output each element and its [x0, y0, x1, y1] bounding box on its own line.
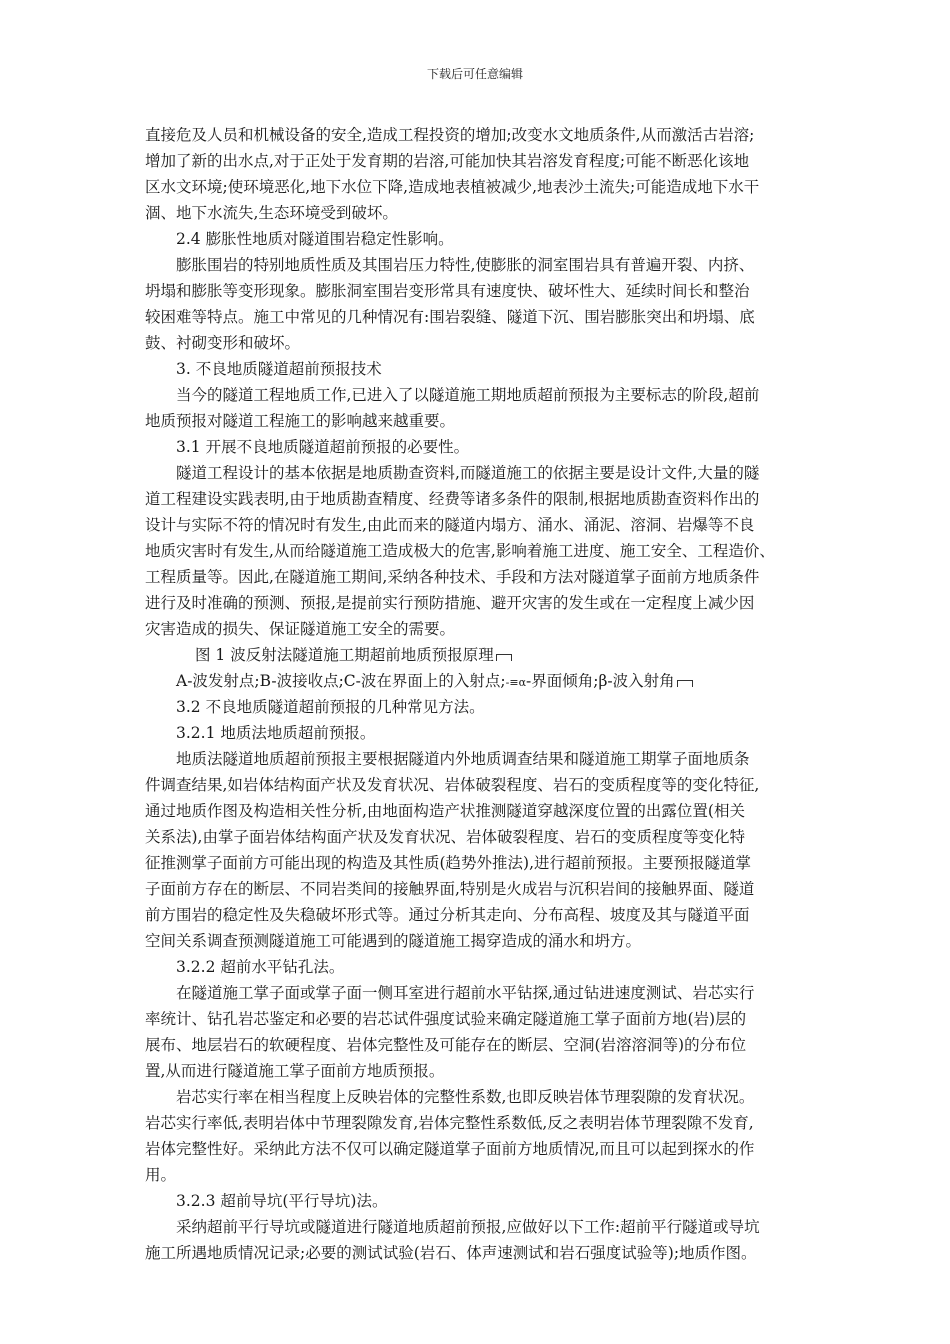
paragraph-line: 岩芯实行率在相当程度上反映岩体的完整性系数,也即反映岩体节理裂隙的发育状况。: [176, 1088, 755, 1106]
paragraph-mark-icon: [496, 654, 512, 661]
paragraph-line: 通过地质作图及构造相关性分析,由地面构造产状推测隧道穿越深度位置的出露位置(相关: [145, 802, 745, 820]
paragraph-line: 较困难等特点。施工中常见的几种情况有:围岩裂缝、隧道下沉、围岩膨胀突出和坍塌、底: [145, 308, 755, 326]
paragraph-line: 地质法隧道地质超前预报主要根据隧道内外地质调查结果和隧道施工期掌子面地质条: [176, 750, 750, 768]
paragraph-line: 展布、地层岩石的软硬程度、岩体完整性及可能存在的断层、空洞(岩溶溶洞等)的分布位: [145, 1036, 747, 1054]
paragraph-line: 增加了新的出水点,对于正处于发育期的岩溶,可能加快其岩溶发育程度;可能不断恶化该地: [145, 152, 750, 170]
paragraph-line: 采纳超前平行导坑或隧道进行隧道地质超前预报,应做好以下工作:超前平行隧道或导坑: [176, 1218, 760, 1236]
paragraph-line: 直接危及人员和机械设备的安全,造成工程投资的增加;改变水文地质条件,从而激活古岩溶;: [145, 126, 755, 144]
section-heading-3-2-3: 3.2.3 超前导坑(平行导坑)法。: [176, 1192, 388, 1210]
paragraph-line: 鼓、衬砌变形和破坏。: [145, 334, 301, 352]
paragraph-line: 率统计、钻孔岩芯鉴定和必要的岩芯试件强度试验来确定隧道施工掌子面前方地(岩)层的: [145, 1010, 747, 1028]
paragraph-line: 当今的隧道工程地质工作,已进入了以隧道施工期地质超前预报为主要标志的阶段,超前: [176, 386, 760, 404]
paragraph-line: 在隧道施工掌子面或掌子面一侧耳室进行超前水平钻探,通过钻进速度测试、岩芯实行: [176, 984, 755, 1002]
figure-legend-text-b: -界面倾角;β-波入射角: [526, 672, 675, 690]
paragraph-line: 征推测掌子面前方可能出现的构造及其性质(趋势外推法),进行超前预报。主要预报隧道掌: [145, 854, 752, 872]
paragraph-line: 关系法),由掌子面岩体结构面产状及发育状况、岩体破裂程度、岩石的变质程度等变化特: [145, 828, 745, 846]
section-heading-3-2: 3.2 不良地质隧道超前预报的几种常见方法。: [176, 698, 485, 716]
paragraph-line: 施工所遇地质情况记录;必要的测试试验(岩石、体声速测试和岩石强度试验等);地质作图。: [145, 1244, 757, 1262]
figure-caption-text: 图 1 波反射法隧道施工期超前地质预报原理: [195, 646, 494, 664]
section-heading-3-1: 3.1 开展不良地质隧道超前预报的必要性。: [176, 438, 470, 456]
paragraph-line: 隧道工程设计的基本依据是地质勘查资料,而隧道施工的依据主要是设计文件,大量的隧: [176, 464, 760, 482]
paragraph-line: 灾害造成的损失、保证隧道施工安全的需要。: [145, 620, 456, 638]
section-heading-2-4: 2.4 膨胀性地质对隧道围岩稳定性影响。: [176, 230, 454, 248]
paragraph-line: 地质灾害时有发生,从而给隧道施工造成极大的危害,影响着施工进度、施工安全、工程造价、: [145, 542, 775, 560]
paragraph-line: 用。: [145, 1166, 177, 1184]
section-heading-3: 3. 不良地质隧道超前预报技术: [176, 360, 382, 378]
section-heading-3-2-2: 3.2.2 超前水平钻孔法。: [176, 958, 345, 976]
paragraph-line: 道工程建设实践表明,由于地质勘查精度、经费等诸多条件的限制,根据地质勘查资料作出的: [145, 490, 760, 508]
alpha-symbol: α: [518, 676, 526, 689]
paragraph-line: 置,从而进行隧道施工掌子面前方地质预报。: [145, 1062, 445, 1080]
paragraph-line: 地质预报对隧道工程施工的影响越来越重要。: [145, 412, 456, 430]
figure-legend-text-a: A-波发射点;B-波接收点;C-波在界面上的入射点;: [176, 672, 506, 690]
figure-legend: [145, 668, 805, 694]
document-body: [145, 122, 805, 1266]
paragraph-line: 膨胀围岩的特别地质性质及其围岩压力特性,使膨胀的洞室围岩具有普遍开裂、内挤、: [176, 256, 755, 274]
alpha-prefix: -≡: [505, 676, 519, 689]
paragraph-line: 空间关系调查预测隧道施工可能遇到的隧道施工揭穿造成的涌水和坍方。: [145, 932, 642, 950]
paragraph-line: 进行及时准确的预测、预报,是提前实行预防措施、避开灾害的发生或在一定程度上减少因: [145, 594, 755, 612]
paragraph-line: 前方围岩的稳定性及失稳破坏形式等。通过分析其走向、分布高程、坡度及其与隧道平面: [145, 906, 750, 924]
paragraph-line: 件调查结果,如岩体结构面产状及发育状况、岩体破裂程度、岩石的变质程度等的变化特征,: [145, 776, 760, 794]
figure-caption: [145, 642, 805, 668]
paragraph-line: 设计与实际不符的情况时有发生,由此而来的隧道内塌方、涌水、涌泥、溶洞、岩爆等不良: [145, 516, 755, 534]
paragraph-line: 岩芯实行率低,表明岩体中节理裂隙发育,岩体完整性系数低,反之表明岩体节理裂隙不发育,: [145, 1114, 754, 1132]
paragraph-line: 子面前方存在的断层、不同岩类间的接触界面,特别是火成岩与沉积岩间的接触界面、隧道: [145, 880, 755, 898]
paragraph-mark-icon: [677, 680, 693, 687]
section-heading-3-2-1: 3.2.1 地质法地质超前预报。: [176, 724, 376, 742]
page-header: 下载后可任意编辑: [426, 67, 523, 81]
paragraph-line: 坍塌和膨胀等变形现象。膨胀洞室围岩变形常具有速度快、破坏性大、延续时间长和整治: [145, 282, 750, 300]
paragraph-line: 涸、地下水流失,生态环境受到破坏。: [145, 204, 398, 222]
paragraph-line: 区水文环境;使环境恶化,地下水位下降,造成地表植被减少,地表沙土流失;可能造成地下水干: [145, 178, 760, 196]
paragraph-line: 工程质量等。因此,在隧道施工期间,采纳各种技术、手段和方法对隧道掌子面前方地质条件: [145, 568, 760, 586]
paragraph-line: 岩体完整性好。采纳此方法不仅可以确定隧道掌子面前方地质情况,而且可以起到探水的作: [145, 1140, 755, 1158]
